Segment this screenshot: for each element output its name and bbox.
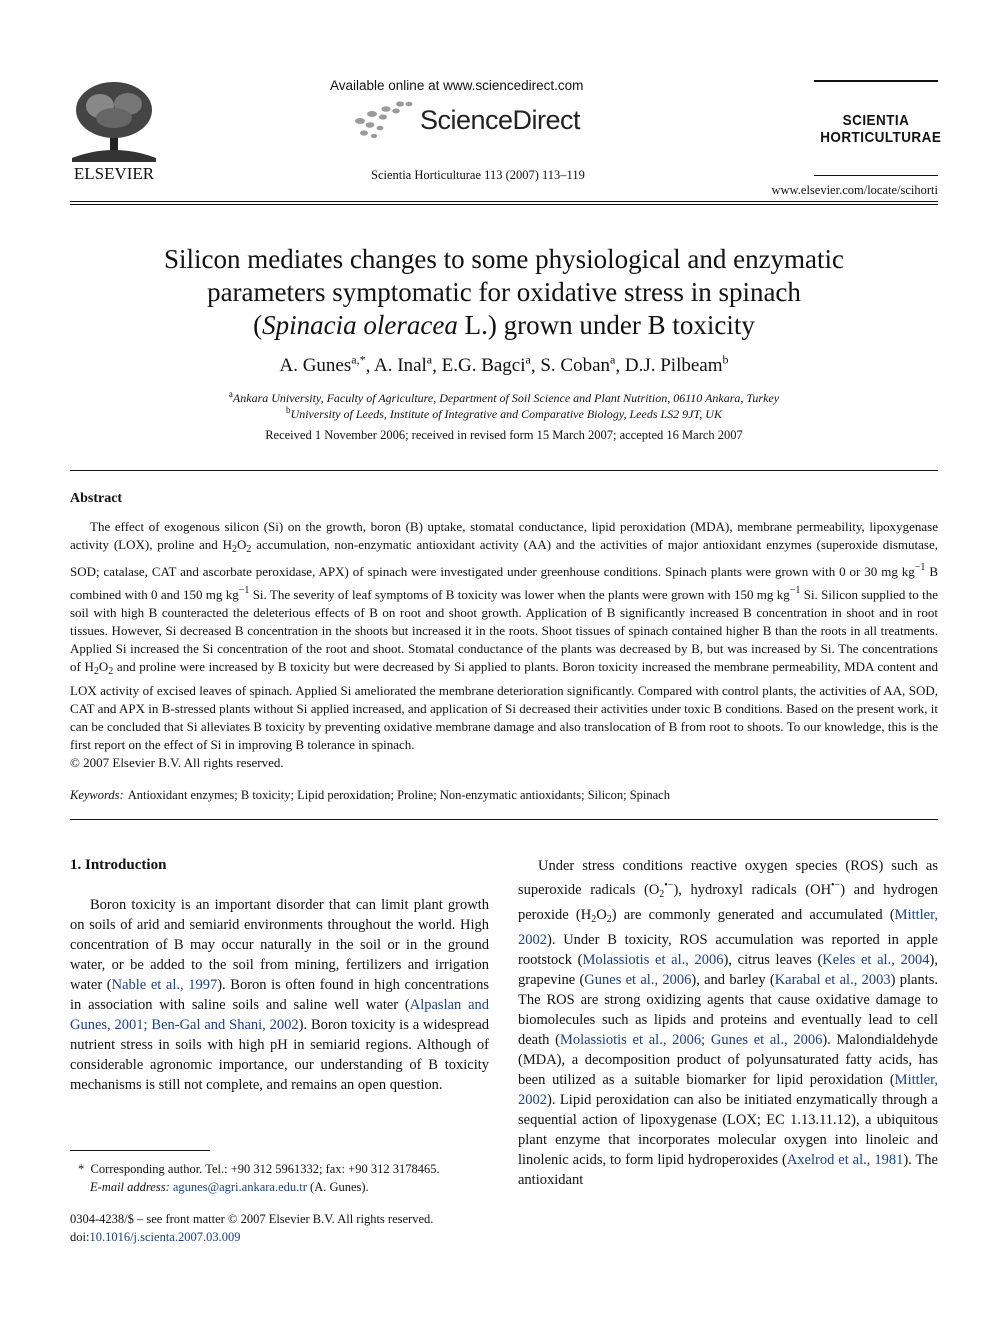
footnote-rule [70,1150,210,1151]
author-list: A. Gunes$^{a,*}$, A. Inal$^a$, E.G. Bagci$^a$, S. Coban$^a$, D.J. Pilbeam$^b$ [279,353,729,377]
ref-link[interactable]: Mittler, 2002 [518,907,938,948]
ref-link[interactable]: Molassiotis et al., 2006; Gunes et al., 2006 [559,1032,823,1048]
header-divider [70,201,938,202]
author[interactable]: A. Gunes$^{a,*}$ [279,353,366,377]
title-line-2: parameters symptomatic for oxidative stress in spinach [207,277,801,307]
author[interactable]: A. Inal$^a$ [374,353,433,377]
journal-url[interactable]: www.elsevier.com/locate/scihorti [771,183,938,197]
abstract-heading: Abstract [70,491,123,506]
ref-link[interactable]: Molassiotis et al., 2006 [582,952,724,968]
author[interactable]: S. Coban$^a$ [540,353,616,377]
ref-link[interactable]: Alpaslan and Gunes, 2001; Ben-Gal and Shani, 2002 [70,997,489,1033]
ref-link[interactable]: Mittler, 2002 [518,1072,938,1108]
section-heading-introduction: 1. Introduction [70,857,167,873]
elsevier-tree-icon [66,78,162,182]
ref-link[interactable]: Karabal et al., 2003 [774,972,891,988]
intro-left-column: Boron toxicity is an important disorder that can limit plant growth on soils of arid and semiarid environments throughout the world. High concentration of B may occur naturally in the soil or in the ground water, or be added to the soil from mining, fertilizers and irrigation water (Nable et al., 1997). Boron is often found in high concentrations in association with saline soils and saline well water (Alpaslan and Gunes, 2001; Ben-Gal and Shani, 2002). Boron toxicity is a widespread nutrient stress in soils with high pH in semiarid regions. Although of considerable agronomic importance, our understanding of B toxicity mechanisms is still not complete, and remains an open question. [70,897,489,1093]
species-name: Spinacia oleracea [262,310,458,340]
keywords-list: Antioxidant enzymes; B toxicity; Lipid peroxidation; Proline; Non-enzymatic antioxidants; Silicon; Spinach [127,788,670,802]
ref-link[interactable]: Axelrod et al., 1981 [786,1152,904,1168]
ref-link[interactable]: Keles et al., 2004 [822,952,930,968]
journal-name-line2: HORTICULTURAE [820,129,942,146]
publisher-logo-text: ELSEVIER [73,164,155,182]
abstract-top-rule [70,470,938,471]
doi-line: doi:10.1016/j.scienta.2007.03.009 [70,1230,241,1244]
doi-link[interactable]: 10.1016/j.scienta.2007.03.009 [89,1230,241,1244]
sciencedirect-brand: ScienceDirect [420,104,581,135]
title-line-1: Silicon mediates changes to some physiological and enzymatic [163,244,845,274]
keywords [70,788,938,803]
journal-logo-top-rule [814,80,938,82]
sciencedirect-dots-icon [352,100,414,140]
front-matter-line: 0304-4238/$ – see front matter © 2007 Elsevier B.V. All rights reserved. [70,1212,434,1226]
ref-link[interactable]: Nable et al., 1997 [111,977,218,993]
email-footnote: E-mail address: agunes@agri.ankara.edu.tr (A. Gunes). [90,1180,369,1194]
intro-right-column: Under stress conditions reactive oxygen species (ROS) such as superoxide radicals $(O_2^{•-})$, hydroxyl radicals (OH•−) and hydrogen peroxide $(H_2O_2)$ are commonly generated and accumulated (Mittler, 2002). Under B toxicity, ROS accumulation was reported in apple rootstock (Molassiotis et al., 2006), citrus leaves (Keles et al., 2004), grapevine (Gunes et al., 2006), and barley (Karabal et al., 2003) plants. The ROS are strong oxidizing agents that cause oxidative damage to biomolecules such as lipids and proteins and eventually lead to cell death (Molassiotis et al., 2006; Gunes et al., 2006). Malondialdehyde (MDA), a decomposition product of polyunsaturated fatty acids, has been utilized as a suitable biomarker for lipid peroxidation (Mittler, 2002). Lipid peroxidation can also be initiated enzymatically through a sequential action of lipoxygenase (LOX; EC 1.13.11.12), a ubiquitous plant enzyme that incorporates molecular oxygen into linoleic and linolenic acids, to form lipid hydroperoxides (Axelrod et al., 1981). The antioxidant [518,858,939,1188]
corresponding-author-footnote: * Corresponding author. Tel.: +90 312 5961332; fax: +90 312 3178465. [78,1162,440,1176]
available-online[interactable]: Available online at www.sciencedirect.com [330,78,584,93]
received-dates: Received 1 November 2006; received in revised form 15 March 2007; accepted 16 March 2007 [265,428,743,442]
abstract-body: The effect of exogenous silicon (Si) on the growth, boron (B) uptake, stomatal conductance, lipid peroxidation (MDA), membrane permeability, lipoxygenase activity (LOX), proline and $H_2O_2$ accumulation, non-enzymatic antioxidant activity (AA) and the activities of major antioxidant enzymes (superoxide dismutase, SOD; catalase, CAT and ascorbate peroxidase, APX) of spinach were investigated under greenhouse conditions. Spinach plants were grown with 0 or 30 mg $kg^{-1}$ B combined with 0 and 150 mg $kg^{-1}$ Si. The severity of leaf symptoms of B toxicity was lower when the plants were grown with 150 mg $kg^{-1}$ Si. Silicon supplied to the soil with high B counteracted the deleterious effects of B on root and shoot growth. Application of B significantly increased B concentration in shoot and in root tissues. However, Si decreased B concentration in the shoots but increased it in the roots. Shoot tissues of spinach contained higher B than the roots in all treatments. Applied Si increased the Si concentration of the root and shoot. Stomatal conductance of the plants was decreased by B, but was increased by Si. The concentrations of $H_2O_2$ and proline were increased by B toxicity but were decreased by Si applied to plants. Boron toxicity increased the membrane permeability, MDA content and LOX activity of excised leaves of spinach. Applied Si ameliorated the membrane deterioration significantly. Compared with control plants, the activities of AA, SOD, CAT and APX in B-stressed plants without Si applied increased, and application of Si decreased their activities under toxic B conditions. Based on the present work, it can be concluded that Si alleviates B toxicity by preventing oxidative membrane damage and also translocation of B from root to shoots. To our knowledge, this is the first report on the effect of Si in improving B tolerance in spinach. [70,519,939,753]
title-line-3: (Spinacia oleracea L.) grown under B toxicity [253,310,755,340]
sciencedirect-logo[interactable] [352,98,580,142]
footnote-star: * [78,1162,85,1176]
header-divider-2 [70,204,938,205]
elsevier-logo [66,78,162,182]
abstract-copyright: © 2007 Elsevier B.V. All rights reserved. [70,755,284,770]
journal-logo-bottom-rule [814,175,938,176]
front-matter [70,1210,500,1246]
author[interactable]: D.J. Pilbeam$^b$ [624,353,729,377]
ref-link[interactable]: Gunes et al., 2006 [584,972,692,988]
affiliation-b: $^b$University of Leeds, Institute of Integrative and Comparative Biology, Leeds LS2 9JT, UK [286,405,722,421]
article-title [70,243,938,342]
abstract-bottom-rule [70,819,938,820]
affiliation-a: $^a$Ankara University, Faculty of Agriculture, Department of Soil Science and Plant Nutrition, 06110 Ankara, Turkey [228,389,780,405]
journal-logo [820,112,942,146]
author[interactable]: E.G. Bagci$^a$ [441,353,531,377]
journal-name-line1: SCIENTIA [842,112,910,129]
email-link[interactable]: agunes@agri.ankara.edu.tr [172,1180,307,1194]
keywords-label: Keywords: [70,788,124,802]
email-label: E-mail address: [90,1180,170,1194]
journal-citation: Scientia Horticulturae 113 (2007) 113–119 [371,168,585,182]
